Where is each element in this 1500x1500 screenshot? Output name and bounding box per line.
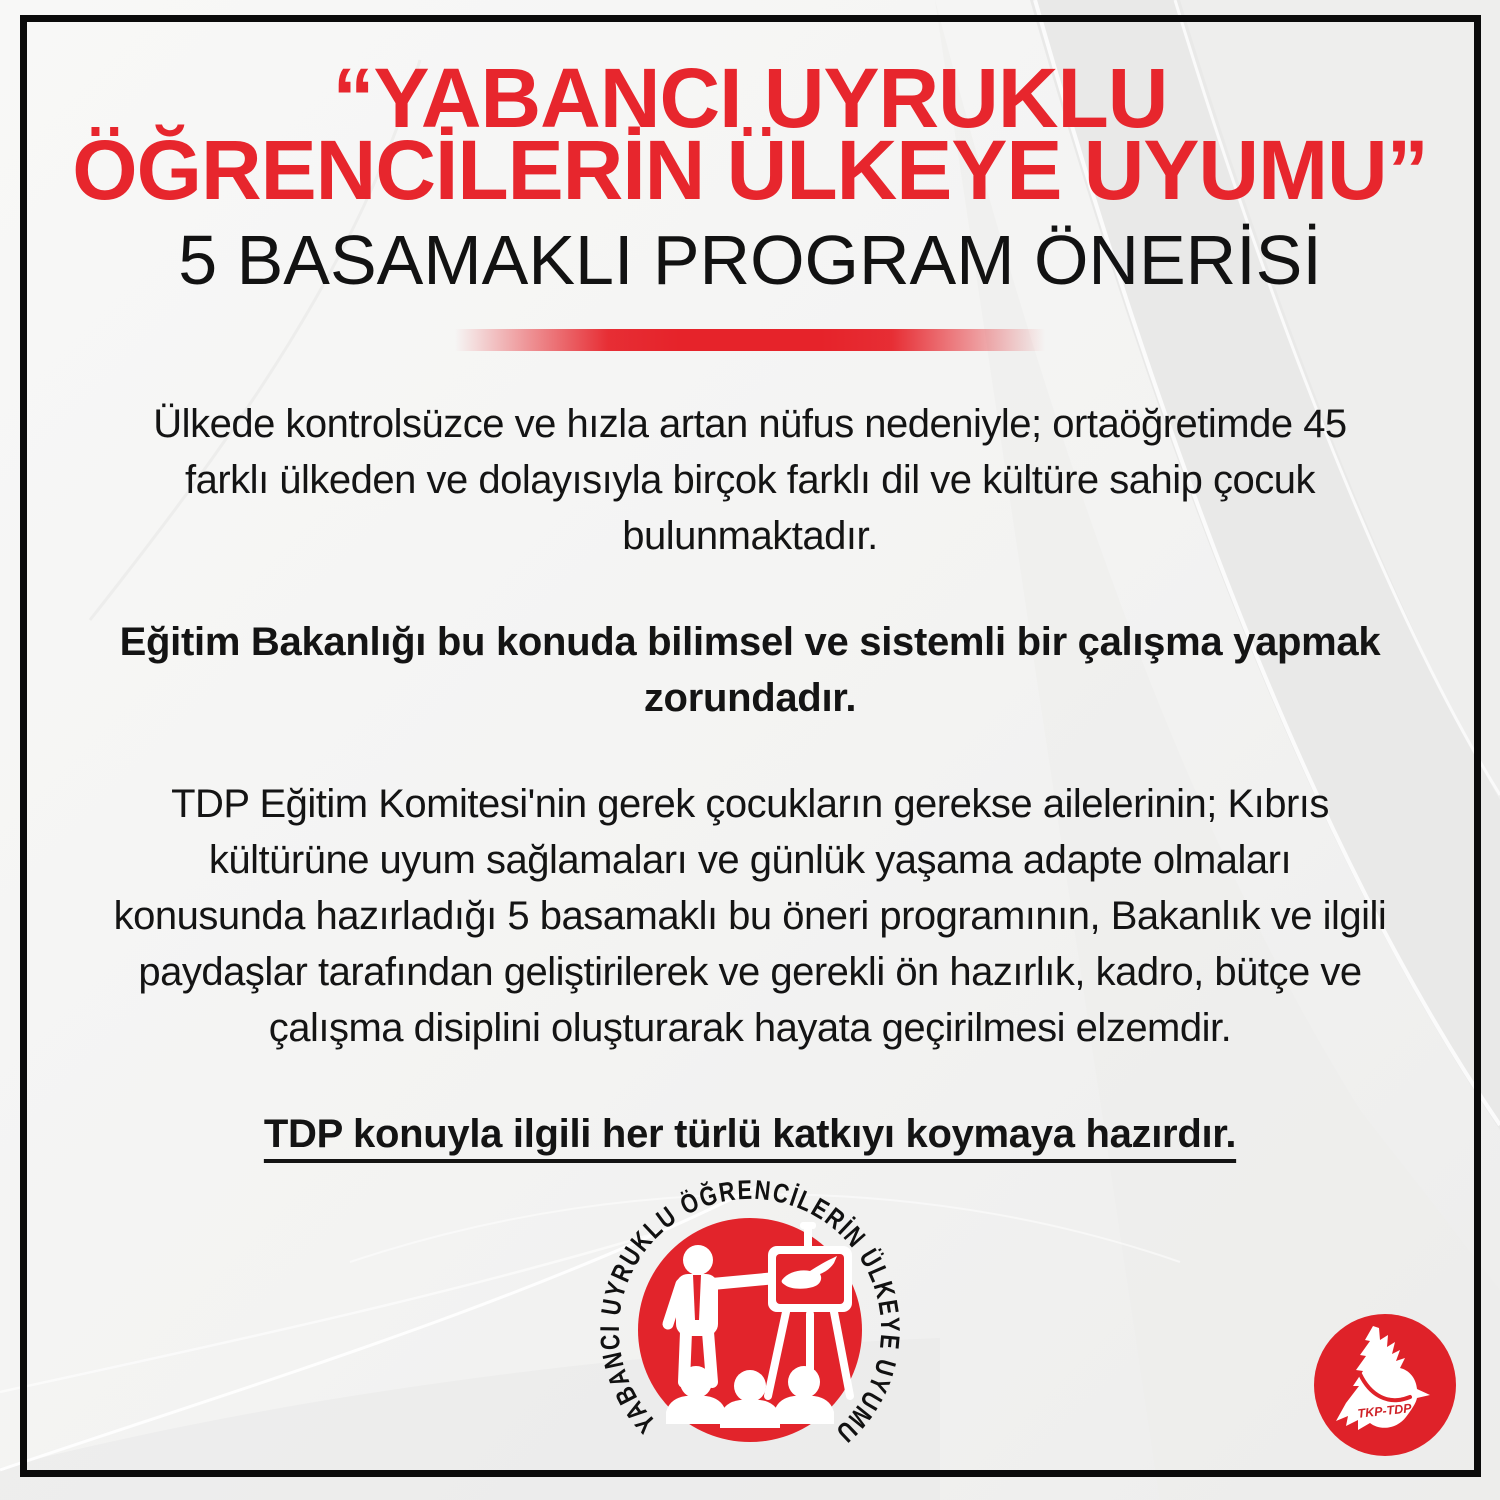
red-divider-bar [455,329,1045,351]
paragraph-tdp-ready: TDP konuyla ilgili her türlü katkıyı koymaya hazırdır. [263,1112,1237,1156]
paragraph-population: Ülkede kontrolsüzce ve hızla artan nüfus nedeniyle; ortaöğretimde 45 farklı ülkeden ve dolayısıyla birçok farklı dil ve kültüre sahip çocuk bulunmaktadır. [153,402,1347,558]
poster-subtitle: 5 BASAMAKLI PROGRAM ÖNERİSİ [178,221,1322,299]
paragraph-ministry: Eğitim Bakanlığı bu konuda bilimsel ve sistemli bir çalışma yapmak zorundadır. [119,620,1381,720]
poster-title [0,51,1500,217]
poster-title-line1: “YABANCI UYRUKLU [332,51,1168,145]
center-logo [580,1160,920,1500]
tkp-tdp-label: TKP-TDP [1356,1401,1413,1421]
corner-logo [1310,1310,1460,1460]
paragraph-committee: TDP Eğitim Komitesi'nin gerek çocukların gerekse ailelerinin; Kıbrıs kültürüne uyum sağlamaları ve günlük yaşama adapte olmaları konusunda hazırladığı 5 basamaklı bu öneri programının, Bakanlık ve ilgili paydaşlar tarafından geliştirilerek ve gerekli ön hazırlık, kadro, bütçe ve çalışma disiplini oluşturarak hayata geçirilmesi elzemdir. [113,782,1387,1050]
poster-title-line2: ÖĞRENCİLERİN ÜLKEYE UYUMU” [72,123,1428,217]
center-logo-curved-text: YABANCI UYRUKLU ÖĞRENCİLERİN ÜLKEYE UYUMU [594,1174,906,1452]
audience-icon [666,1366,834,1428]
body-text [110,396,1390,1162]
